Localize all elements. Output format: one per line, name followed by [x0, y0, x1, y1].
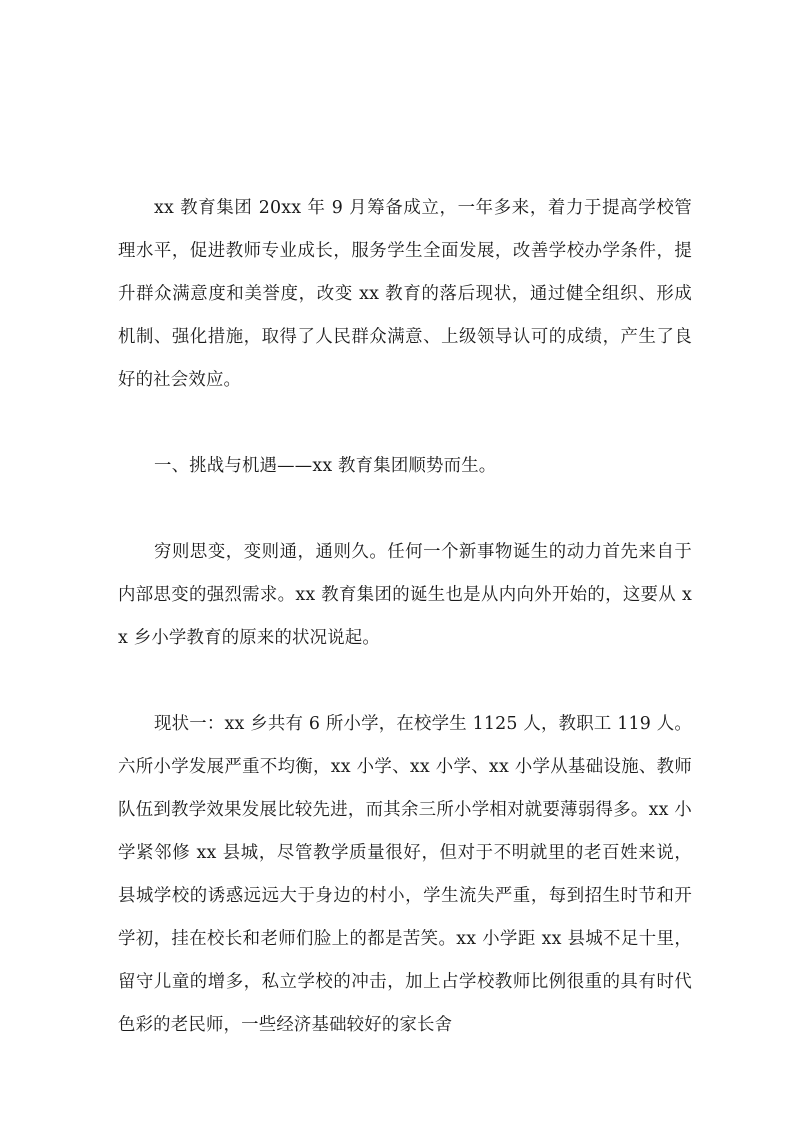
paragraph-spacer: [118, 402, 692, 445]
section-heading: 一、挑战与机遇——xx 教育集团顺势而生。: [154, 456, 497, 476]
body-paragraph-status-one: 现状一：xx 乡共有 6 所小学，在校学生 1125 人，教职工 119 人。六所小学发展严重不均衡，xx 小学、xx 小学、xx 小学从基础设施、教师队伍到教学效果发展比较先进，而其余三所小学相对就要薄弱得多。xx 小学紧邻修 xx 县城，尽管教学质量很好，但对于不明就里的老百姓来说，县城学校的诱惑远远大于身边的村小，学生流失严重，每到招生时节和开学初，挂在校长和老师们脸上的都是苦笑。xx 小学距 xx 县城不足十里，留守儿童的增多，私立学校的冲击，加上占学校教师比例很重的具有时代色彩的老民师，一些经济基础较好的家长舍: [118, 714, 692, 1035]
paragraph-spacer: [118, 488, 692, 531]
document-page: [118, 187, 692, 1047]
intro-paragraph: xx 教育集团 20xx 年 9 月筹备成立，一年多来，着力于提高学校管理水平，促进教师专业成长，服务学生全面发展，改善学校办学条件，提升群众满意度和美誉度，改变 xx 教育的落后现状，通过健全组织、形成机制、强化措施，取得了人民群众满意、上级领导认可的成绩，产生了良好的社会效应。: [118, 198, 692, 390]
body-paragraph-origin: 穷则思变，变则通，通则久。任何一个新事物诞生的动力首先来自于内部思变的强烈需求。xx 教育集团的诞生也是从内向外开始的，这要从 xx 乡小学教育的原来的状况说起。: [118, 542, 692, 648]
paragraph-spacer: [118, 660, 692, 703]
